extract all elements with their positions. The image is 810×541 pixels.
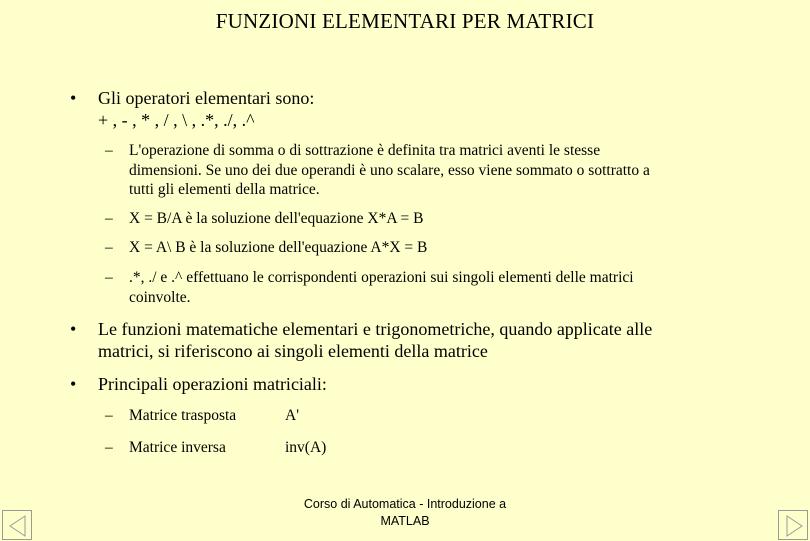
triangle-left-icon bbox=[3, 511, 33, 541]
sub-bullet-right-division bbox=[105, 209, 785, 229]
bullet-text: Le funzioni matematiche elementari e trigonometriche, quando applicate alle bbox=[98, 319, 653, 339]
dash-marker: – bbox=[105, 407, 113, 424]
sub-text-line: tutti gli elementi della matrice. bbox=[129, 181, 320, 198]
op-row-transpose bbox=[105, 406, 785, 426]
op-name: Matrice inversa bbox=[129, 439, 226, 456]
sub-text-line: dimensioni. Se uno dei due operandi è uno scalare, esso viene sommato o sottratto a bbox=[129, 161, 650, 179]
bullet-functions bbox=[70, 318, 770, 362]
footer bbox=[290, 496, 520, 530]
sub-text-line: coinvolte. bbox=[129, 288, 191, 306]
bullet-text: Gli operatori elementari sono: bbox=[98, 88, 315, 108]
bullet-marker: • bbox=[70, 319, 77, 339]
next-slide-button[interactable] bbox=[778, 510, 808, 540]
sub-bullet-elementwise bbox=[105, 268, 785, 308]
dash-marker: – bbox=[105, 210, 113, 227]
triangle-right-icon bbox=[779, 511, 809, 541]
op-row-inverse bbox=[105, 438, 785, 458]
bullet-marker: • bbox=[70, 88, 77, 108]
sub-bullet-left-division bbox=[105, 238, 785, 258]
sub-text-line: .*, ./ e .^ effettuano le corrispondenti operazioni sui singoli elementi delle matrici bbox=[129, 269, 634, 286]
sub-text-line: L'operazione di somma o di sottrazione è definita tra matrici aventi le stesse bbox=[129, 142, 601, 159]
bullet-matrix-ops bbox=[70, 373, 770, 395]
sub-bullet-sum bbox=[105, 141, 785, 201]
sub-text-line: X = A\ B è la soluzione dell'equazione A*X = B bbox=[129, 239, 428, 256]
sub-text-line: X = B/A è la soluzione dell'equazione X*A = B bbox=[129, 210, 424, 227]
prev-slide-button[interactable] bbox=[2, 510, 32, 540]
op-syntax: A' bbox=[285, 407, 299, 424]
dash-marker: – bbox=[105, 239, 113, 256]
footer-line: MATLAB bbox=[380, 514, 430, 528]
op-name: Matrice trasposta bbox=[129, 407, 237, 424]
dash-marker: – bbox=[105, 142, 113, 159]
footer-line: Corso di Automatica - Introduzione a bbox=[303, 497, 507, 511]
operators-list: + , - , * , / , \ , .*, ./, .^ bbox=[98, 110, 255, 130]
slide-title: FUNZIONI ELEMENTARI PER MATRICI bbox=[215, 9, 595, 33]
bullet-operators bbox=[70, 87, 770, 131]
dash-marker: – bbox=[105, 269, 113, 286]
bullet-text: matrici, si riferiscono ai singoli elementi della matrice bbox=[98, 341, 488, 361]
bullet-text: Principali operazioni matriciali: bbox=[98, 374, 327, 394]
bullet-marker: • bbox=[70, 374, 77, 394]
dash-marker: – bbox=[105, 439, 113, 456]
op-syntax: inv(A) bbox=[285, 439, 327, 456]
